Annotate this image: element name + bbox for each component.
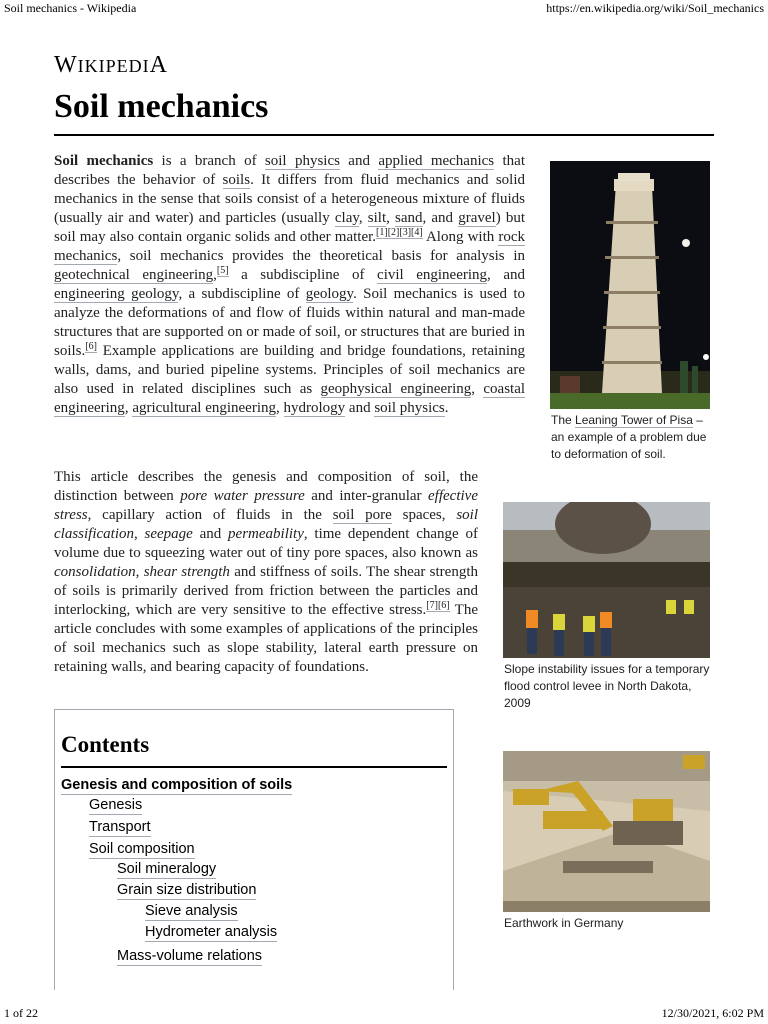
- logo-letter-last: A: [149, 52, 168, 78]
- title-divider: [54, 134, 714, 136]
- text: ) but soil may also contain organic solids and other matter.: [54, 210, 525, 245]
- earthwork-image[interactable]: [503, 751, 710, 912]
- link-soil-physics[interactable]: soil physics: [264, 153, 340, 169]
- page-count: 1 of 22: [4, 1006, 38, 1020]
- figure-earthwork: [503, 751, 710, 912]
- text: This article describes the genesis and composition of soil, the distinction between: [54, 469, 478, 504]
- ref-6b[interactable]: [6]: [437, 600, 450, 611]
- text: ,: [213, 267, 217, 283]
- text: ,: [276, 400, 284, 416]
- article-title: Soil mechanics: [54, 88, 269, 125]
- term-seepage: seepage: [144, 526, 193, 542]
- text: , and: [422, 210, 459, 226]
- ref-2[interactable]: [2]: [387, 227, 400, 238]
- print-footer: [0, 1004, 768, 1024]
- text: and: [339, 153, 379, 169]
- toc-divider: [61, 766, 447, 768]
- text: .: [444, 400, 449, 416]
- term-pore-water-pressure: pore water pressure: [180, 488, 305, 504]
- link-soil-physics-2[interactable]: soil physics: [374, 400, 445, 416]
- toc-heading: Contents: [61, 732, 150, 757]
- text: a subdiscipline of: [228, 267, 378, 283]
- link-geophysical-engineering[interactable]: geophysical engineering: [320, 381, 472, 397]
- text: ,: [358, 210, 368, 226]
- ref-6[interactable]: [6]: [85, 341, 97, 352]
- text: . It differs from fluid mechanics and solid mechanics in the sense that soils consist of a heterogeneous mixture of fluids (usually air and water) and particles (usually: [54, 172, 525, 226]
- ref-group: [217, 265, 229, 277]
- link-hydrology[interactable]: hydrology: [283, 400, 346, 416]
- wikipedia-logo[interactable]: [54, 52, 168, 79]
- ref-7[interactable]: [7]: [426, 600, 438, 611]
- link-applied-mechanics[interactable]: applied mechanics: [378, 153, 495, 169]
- text: The article concludes with some examples of applications of the principles of soil mechanics such as slope stability, lateral earth pressure on retaining walls, and bearing capacity of foundations.: [54, 602, 478, 675]
- ref-group: [85, 341, 97, 353]
- page-title-header: Soil mechanics - Wikipedia: [4, 1, 137, 15]
- caption-earthwork: Earthwork in Germany: [504, 916, 624, 930]
- caption-text: – an example of a problem due to deformation of soil.: [551, 413, 707, 461]
- figure-levee: [503, 502, 710, 658]
- logo-letters-middle: IKIPEDI: [77, 56, 150, 76]
- page-url: https://en.wikipedia.org/wiki/Soil_mechanics: [546, 1, 764, 15]
- text: , and: [487, 267, 525, 283]
- caption-text: The: [551, 413, 576, 427]
- link-geology[interactable]: geology: [305, 286, 354, 302]
- link-soil-pore[interactable]: soil pore: [332, 507, 392, 523]
- text: , a subdiscipline of: [178, 286, 306, 302]
- toc-item[interactable]: Grain size distribution: [117, 882, 257, 898]
- intro-paragraph: [54, 152, 525, 418]
- text: ,: [135, 564, 144, 580]
- ref-3[interactable]: [3]: [399, 227, 412, 238]
- term-permeability: permeability: [228, 526, 304, 542]
- text: ,: [124, 400, 133, 416]
- levee-image[interactable]: [503, 502, 710, 658]
- term-effective-stress: effective stress: [54, 488, 478, 523]
- text: , soil mechanics provides the theoretical basis for analysis in: [117, 248, 525, 264]
- text: that describes the behavior of: [54, 153, 525, 188]
- link-gravel[interactable]: gravel: [458, 210, 496, 226]
- link-soils[interactable]: soils: [222, 172, 251, 188]
- text: and: [192, 526, 229, 542]
- text: Example applications are building and bridge foundations, retaining walls, dams, and buried pipeline systems. Principles of soil mechanics are also used in related disciplines such as: [54, 343, 525, 397]
- toc-item[interactable]: Genesis and composition of soils: [61, 777, 293, 793]
- link-silt[interactable]: silt: [367, 210, 387, 226]
- figure-pisa: [550, 161, 710, 409]
- ref-4[interactable]: [4]: [411, 227, 423, 238]
- link-engineering-geology[interactable]: engineering geology: [54, 286, 179, 302]
- toc-item[interactable]: Soil composition: [89, 841, 195, 857]
- caption-pisa: [551, 412, 713, 463]
- text: , capillary action of fluids in the: [87, 507, 333, 523]
- link-coastal-engineering[interactable]: coastal engineering: [54, 381, 526, 416]
- link-rock-mechanics[interactable]: rock mechanics: [54, 229, 525, 264]
- term-soil-classification: soil classification: [54, 507, 478, 542]
- scope-paragraph: [54, 468, 478, 677]
- text: ,: [386, 210, 396, 226]
- text: and: [345, 400, 375, 416]
- link-geotechnical-engineering[interactable]: geotechnical engineering: [54, 267, 214, 283]
- print-datetime: 12/30/2021, 6:02 PM: [661, 1006, 764, 1020]
- link-clay[interactable]: clay: [334, 210, 359, 226]
- toc-item[interactable]: Genesis: [89, 797, 143, 813]
- text: ,: [134, 526, 145, 542]
- text: , time dependent change of volume due to squeezing water out of tiny pore spaces, also known as: [54, 526, 478, 561]
- text: Along with: [422, 229, 499, 245]
- lead-term: Soil mechanics: [54, 153, 154, 169]
- toc-item[interactable]: Hydrometer analysis: [145, 924, 278, 940]
- caption-levee: Slope instability issues for a temporary flood control levee in North Dakota, 2009: [504, 662, 710, 710]
- logo-letter-first: W: [54, 52, 78, 78]
- text: . Soil mechanics is used to analyze the deformations of and flow of fluids within natural and man-made structures that are supported on or made of soil, or structures that are buried in soils.: [54, 286, 525, 359]
- toc-item[interactable]: Mass-volume relations: [117, 948, 263, 964]
- table-of-contents: [54, 709, 454, 990]
- text: is a branch of: [153, 153, 265, 169]
- ref-5[interactable]: [5]: [216, 265, 229, 276]
- text: spaces,: [391, 507, 457, 523]
- ref-group: [376, 227, 423, 239]
- toc-item[interactable]: Transport: [89, 819, 151, 835]
- text: ,: [471, 381, 484, 397]
- print-header: [0, 0, 768, 20]
- pisa-tower-image[interactable]: [550, 161, 710, 409]
- toc-item[interactable]: Sieve analysis: [145, 903, 238, 919]
- link-agricultural-engineering[interactable]: agricultural engineering: [132, 400, 276, 416]
- term-shear-strength: shear strength: [143, 564, 230, 580]
- toc-item[interactable]: Soil mineralogy: [117, 861, 217, 877]
- term-consolidation: consolidation: [54, 564, 136, 580]
- ref-group: [426, 600, 449, 612]
- text: and inter-granular: [304, 488, 429, 504]
- link-sand[interactable]: sand: [395, 210, 423, 226]
- link-civil-engineering[interactable]: civil engineering: [377, 267, 488, 283]
- link-leaning-tower[interactable]: Leaning Tower of Pisa: [575, 413, 693, 427]
- text: and stiffness of soils. The shear strength of soils is primarily derived from friction between the particles and interlocking, which are very sensitive to the effective stress.: [54, 564, 478, 618]
- ref-1[interactable]: [1]: [376, 227, 388, 238]
